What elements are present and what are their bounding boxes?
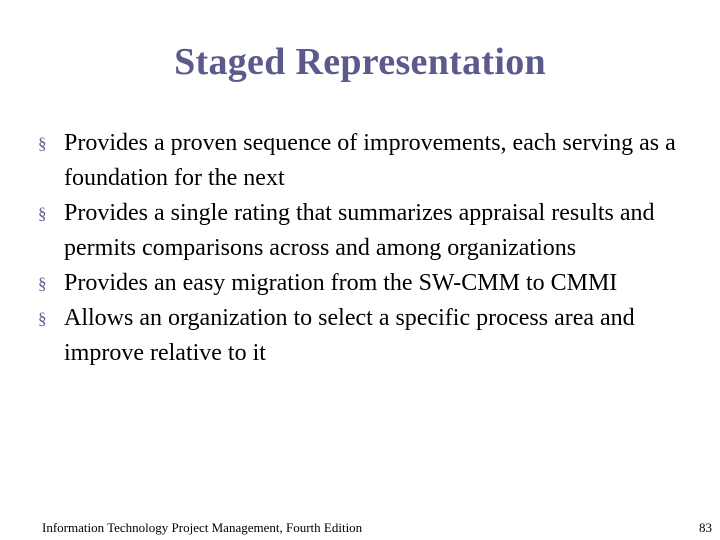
- bullet-item: [38, 126, 698, 196]
- square-bullet-icon: §: [38, 134, 47, 153]
- square-bullet-icon: §: [38, 204, 47, 223]
- bullet-text: Provides a single rating that summarizes appraisal results and permits comparisons across and among organizations: [64, 200, 655, 261]
- page-number: 83: [699, 520, 712, 535]
- square-bullet-icon: §: [38, 309, 47, 328]
- bullet-item: [38, 301, 698, 371]
- footer-text: Information Technology Project Management, Fourth Edition: [42, 520, 363, 535]
- bullet-text: Provides a proven sequence of improvements, each serving as a foundation for the next: [64, 130, 676, 191]
- bullet-item: [38, 266, 698, 301]
- bullet-item: [38, 196, 698, 266]
- bullet-text: Allows an organization to select a specific process area and improve relative to it: [64, 305, 635, 366]
- slide-title: Staged Representation: [174, 41, 546, 83]
- square-bullet-icon: §: [38, 274, 47, 293]
- bullet-text: Provides an easy migration from the SW-CMM to CMMI: [64, 270, 618, 296]
- bullet-list: [38, 126, 698, 371]
